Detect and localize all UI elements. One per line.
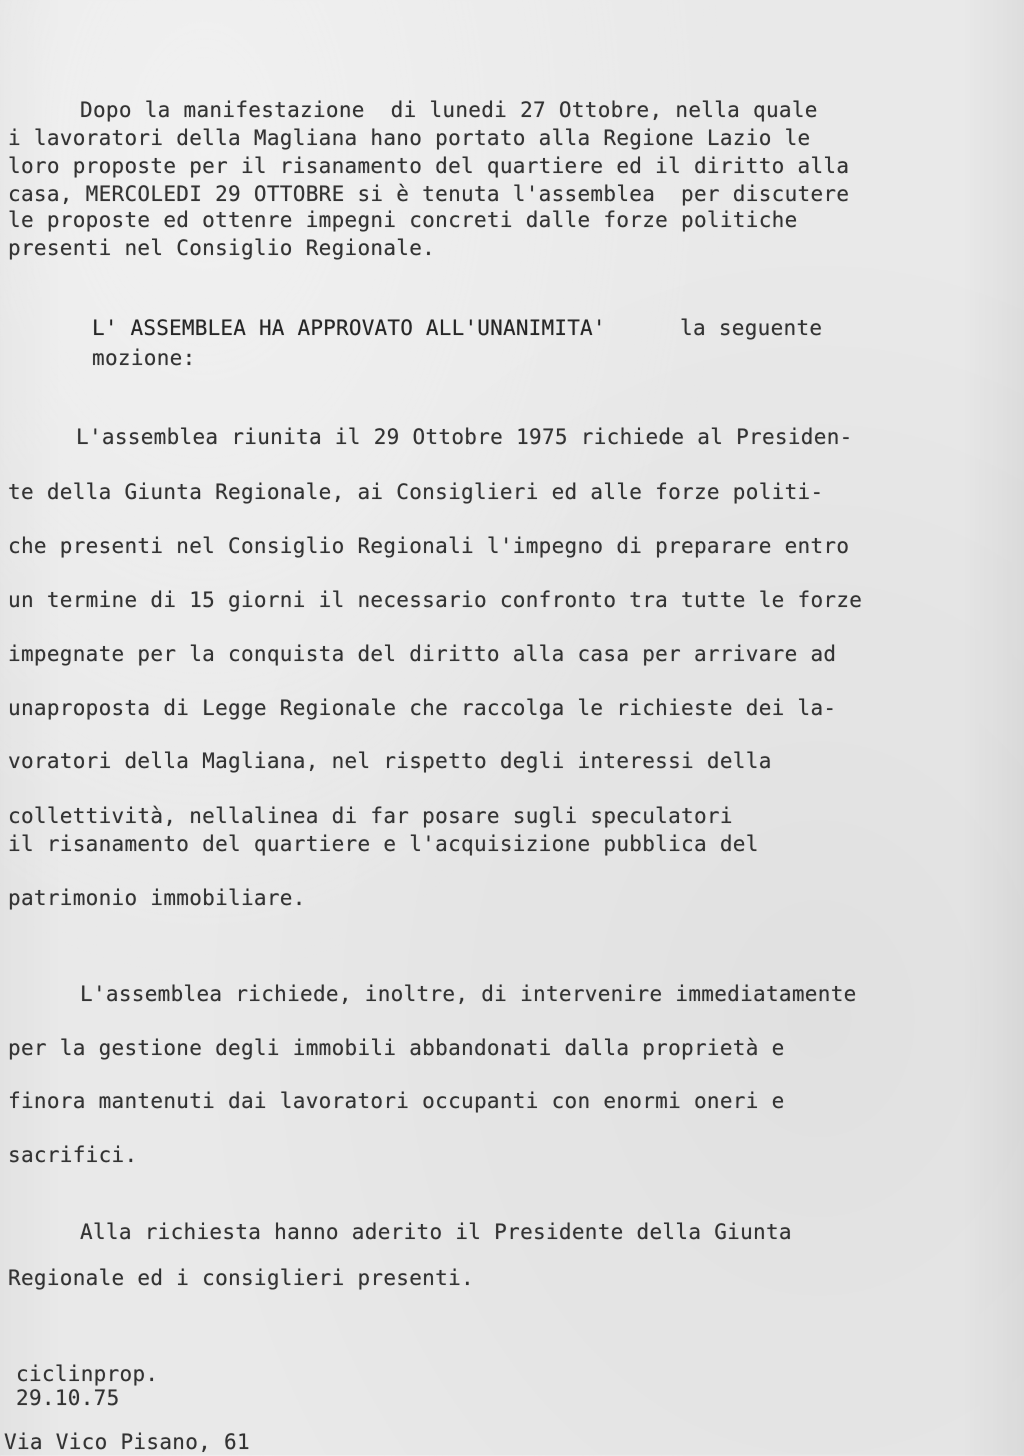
paragraph-1-line-4: casa, MERCOLEDI 29 OTTOBRE si è tenuta l'assemblea per discutere — [8, 182, 850, 206]
request-line-3: finora mantenuti dai lavoratori occupanti con enormi oneri e — [8, 1089, 785, 1113]
motion-line-6: unaproposta di Legge Regionale che raccolga le richieste dei la- — [8, 696, 837, 720]
closing-line-2: Regionale ed i consiglieri presenti. — [8, 1266, 474, 1290]
request-line-1: L'assemblea richiede, inoltre, di intervenire immediatamente — [80, 982, 857, 1006]
motion-line-10: patrimonio immobiliare. — [8, 886, 306, 910]
footer-date: 29.10.75 — [16, 1386, 120, 1410]
motion-heading-tail: la seguente — [680, 316, 823, 340]
paragraph-1-line-6: presenti nel Consiglio Regionale. — [8, 236, 436, 260]
motion-line-9: il risanamento del quartiere e l'acquisizione pubblica del — [8, 832, 759, 856]
motion-line-5: impegnate per la conquista del diritto alla casa per arrivare ad — [8, 642, 837, 666]
request-line-4: sacrifici. — [8, 1143, 138, 1167]
paragraph-1-line-5: le proposte ed ottenre impegni concreti dalle forze politiche — [8, 208, 798, 232]
motion-line-3: che presenti nel Consiglio Regionali l'impegno di preparare entro — [8, 534, 850, 558]
motion-line-8: collettività, nellalinea di far posare sugli speculatori — [8, 804, 733, 828]
paragraph-1-line-3: loro proposte per il risanamento del quartiere ed il diritto alla — [8, 154, 850, 178]
paragraph-1-line-2: i lavoratori della Magliana hano portato alla Regione Lazio le — [8, 126, 811, 150]
footer-address: Via Vico Pisano, 61 — [4, 1430, 250, 1454]
motion-line-2: te della Giunta Regionale, ai Consiglieri ed alle forze politi- — [8, 480, 824, 504]
footer-reference: ciclinprop. — [16, 1362, 159, 1386]
closing-line-1: Alla richiesta hanno aderito il Presidente della Giunta — [80, 1220, 792, 1244]
motion-line-1: L'assemblea riunita il 29 Ottobre 1975 richiede al Presiden- — [76, 425, 853, 449]
request-line-2: per la gestione degli immobili abbandonati dalla proprietà e — [8, 1036, 785, 1060]
paragraph-1-line-1: Dopo la manifestazione di lunedi 27 Ottobre, nella quale — [80, 98, 818, 122]
motion-heading: L' ASSEMBLEA HA APPROVATO ALL'UNANIMITA' — [92, 316, 606, 340]
motion-heading-line-2: mozione: — [92, 346, 196, 370]
motion-line-7: voratori della Magliana, nel rispetto degli interessi della — [8, 749, 772, 773]
motion-line-4: un termine di 15 giorni il necessario confronto tra tutte le forze — [8, 588, 863, 612]
